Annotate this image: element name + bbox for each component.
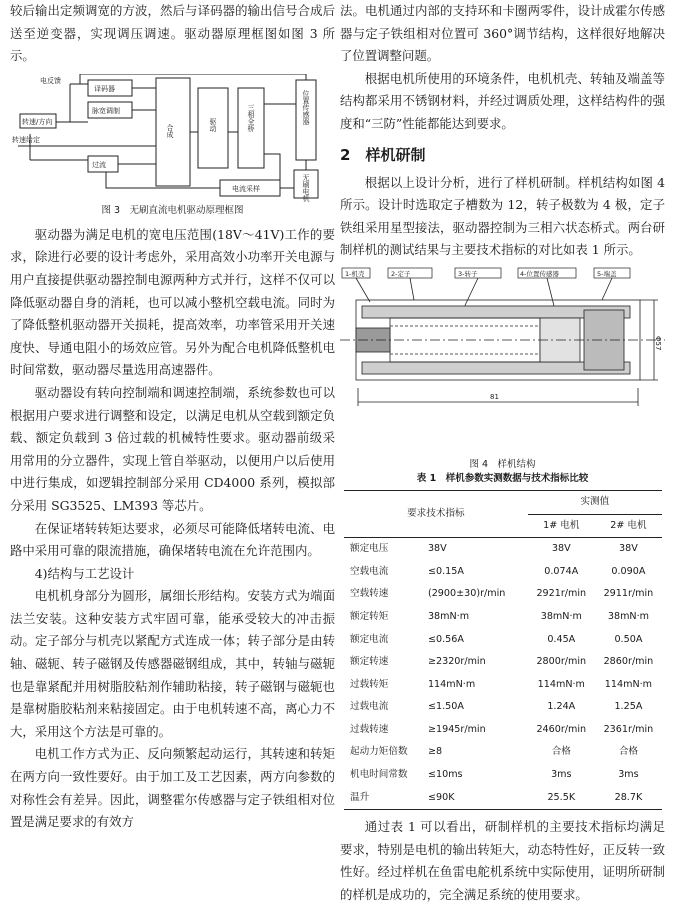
table-row — [344, 741, 662, 764]
paragraph-materials: 根据电机所使用的环境条件，电机机壳、转轴及端盖等结构都采用不锈钢材料，并经过调质处理，这样结构件的强度和“三防”性能都能达到要求。 — [340, 70, 665, 131]
table-row — [344, 787, 662, 810]
table-head-spec: 要求技术指标 — [344, 490, 528, 537]
label-motor: 无刷电机 — [302, 173, 310, 202]
table-cell-m1: 0.074A — [544, 565, 579, 577]
table-cell-spec: 38mN·m — [427, 610, 470, 622]
table-cell-name: 额定转矩 — [350, 610, 389, 622]
table-cell-m1: 0.45A — [547, 633, 576, 645]
table-row — [344, 538, 662, 561]
table-cell-m2: 合格 — [618, 746, 639, 758]
table-cell-m1: 1.24A — [547, 701, 576, 713]
table-cell-spec: ≥2320r/min — [427, 656, 486, 668]
table-cell-name: 温升 — [344, 787, 426, 810]
table-cell-spec: 114mN·m — [427, 678, 476, 690]
figure-4-structure-drawing — [340, 266, 665, 456]
section-title: 样机研制 — [365, 145, 426, 164]
label-driver: 驱动 — [209, 117, 217, 132]
section-number: 2 — [340, 145, 351, 164]
subheading-structure: 4)结构与工艺设计 — [34, 565, 135, 581]
table-cell-spec: ≤90K — [426, 787, 528, 810]
table-body — [344, 538, 662, 810]
section-heading — [340, 142, 665, 168]
table-cell-m1: 38V — [551, 543, 571, 555]
table-cell-m2: 28.7K — [595, 787, 662, 810]
table-cell-name: 额定电压 — [350, 543, 389, 555]
table-head-measured: 实测值 — [528, 490, 662, 514]
table-cell-m1: 合格 — [551, 746, 571, 758]
table-row — [344, 583, 662, 606]
table-cell-m2: 2361r/min — [603, 723, 654, 735]
table-row — [344, 651, 662, 674]
table-cell-spec: (2900±30)r/min — [427, 588, 506, 600]
table-cell-m1: 2921r/min — [536, 588, 587, 600]
figure-4-caption: 图 4 样机结构 — [469, 458, 536, 470]
table-cell-spec: ≥8 — [427, 746, 443, 758]
label-logic: 合成 — [166, 123, 174, 138]
table-cell-name: 过载转速 — [350, 723, 389, 735]
paragraph-driver-control: 驱动器设有转向控制端和调速控制端，系统参数也可以根据用户要求进行调整和设定，以满足电机从空载到额定负载、额定负载到 3 倍过载的机械特性要求。驱动器前级采用常用的分立器件，实现上管自举驱动，以便用户以后使用中进行集成，如逻辑控制部分采用 CD4000 系列，模拟部分采用 SG3525、LM393 等芯片。 — [10, 384, 335, 513]
table-cell-m2: 2911r/min — [603, 588, 654, 600]
paragraph-structure: 电机机身部分为圆形，属细长形结构。安装方式为端面法兰安装。这种安装方式牢固可靠，能承受较大的冲击振动。定子部分与机壳以紧配方式连成一体；转子部分是由转轴、磁轭、转子磁钢及传感器磁钢组成，其中，转轴与磁轭也是靠紧配并用树脂胶粘剂作辅助粘接，转子磁钢与磁轭也是靠树脂胶粘剂来粘接固定。由于电机转速不高，离心力不大，采用这个方法是可靠的。 — [10, 588, 335, 739]
label-speed-in: 转速给定 — [12, 135, 40, 144]
label-stator: 2-定子 — [391, 269, 411, 278]
label-current-sample: 电流采样 — [232, 184, 260, 193]
table-cell-m2: 0.50A — [614, 633, 643, 645]
label-direction: 转速/方向 — [22, 117, 53, 126]
right-column — [340, 0, 665, 907]
figure-3-block-diagram — [10, 74, 335, 202]
paragraph-operation: 电机工作方式为正、反向频繁起动运行，其转速和转矩在两方向一致性要好。由于加工及工艺因素，两方向参数的对称性会有差异。因此，调整霍尔传感器与定子铁组相对位置是满足要求的有效方 — [10, 746, 335, 830]
table-cell-name: 额定转速 — [350, 656, 389, 668]
table-cell-m2: 2860r/min — [603, 656, 654, 668]
table-row — [344, 696, 662, 719]
paragraph-stall: 在保证堵转转矩达要求，必须尽可能降低堵转电流、电路中采用可靠的限流措施，确保堵转电流在允许范围内。 — [10, 520, 335, 559]
label-overcurrent: 过流 — [92, 160, 106, 169]
figure-3-caption: 图 3 无刷直流电机驱动原理框图 — [101, 204, 244, 216]
label-housing: 1-机壳 — [345, 269, 365, 278]
dimension-diameter: Φ57 — [654, 335, 662, 351]
table-cell-spec: ≤0.56A — [427, 633, 464, 645]
paragraph-conclusion: 通过表 1 可以看出，研制样机的主要技术指标均满足要求，特别是电机的输出转矩大，动态特性好，正反转一致性好。经过样机在鱼雷电舵机系统中实际使用，证明所研制的样机是成功的，完全满足系统的使用要求。 — [340, 819, 665, 903]
table-row — [344, 561, 662, 584]
table-cell-name: 过载电流 — [350, 701, 389, 713]
label-feedback: 电反馈 — [40, 76, 61, 85]
table-cell-m2: 1.25A — [614, 701, 643, 713]
label-rotor: 3-转子 — [458, 269, 478, 278]
table-cell-name: 过载转矩 — [350, 678, 389, 690]
table-cell-m1: 38mN·m — [540, 610, 582, 622]
table-cell-spec: ≥1945r/min — [427, 723, 486, 735]
table-head-motor-2: 2# 电机 — [595, 514, 662, 538]
table-cell-spec: ≤0.15A — [427, 565, 464, 577]
table-cell-spec: ≤1.50A — [427, 701, 464, 713]
table-cell-m1: 25.5K — [528, 787, 595, 810]
table-row — [344, 629, 662, 652]
table-cell-m1: 3ms — [551, 769, 572, 781]
table-cell-name: 空载电流 — [350, 565, 389, 577]
table-row — [344, 606, 662, 629]
paragraph-intro: 较后输出定频调宽的方波，然后与译码器的输出信号合成后送至逆变器，实现调压调速。驱动器原理框图如图 3 所示。 — [10, 3, 335, 64]
label-inverter: 三相全桥 — [247, 103, 255, 132]
table-row — [344, 764, 662, 787]
label-position-sensor: 4-位置传感器 — [520, 269, 559, 278]
table-cell-m2: 38mN·m — [607, 610, 649, 622]
table-cell-m1: 2460r/min — [536, 723, 587, 735]
label-sensor: 位置传感器 — [302, 89, 310, 125]
paragraph-prototype: 根据以上设计分析，进行了样机研制。样机结构如图 4 所示。设计时选取定子槽数为 12，转子极数为 4 极，定子铁组采用星型接法，驱动器控制为三相六状态桥式。两台研制样机的测试结果与主要技术指标的对比如表 1 所示。 — [340, 174, 665, 258]
label-end-cap: 5-端盖 — [597, 269, 617, 278]
label-decoder: 译码器 — [94, 84, 115, 93]
dimension-length: 81 — [490, 392, 499, 401]
table-cell-m2: 3ms — [618, 769, 639, 781]
table-cell-name: 机电时间常数 — [350, 769, 408, 781]
table-row — [344, 674, 662, 697]
table-1-title: 表 1 样机参数实测数据与技术指标比较 — [416, 472, 589, 484]
table-cell-m2: 0.090A — [611, 565, 646, 577]
table-cell-spec: 38V — [427, 543, 447, 555]
left-column — [10, 0, 335, 834]
table-cell-name: 额定电流 — [350, 633, 389, 645]
table-row — [344, 719, 662, 742]
table-cell-m2: 38V — [619, 543, 638, 555]
table-1 — [344, 490, 662, 810]
label-pwm: 脉宽调制 — [92, 106, 120, 115]
table-cell-spec: ≤10ms — [427, 769, 463, 781]
table-head-motor-1: 1# 电机 — [528, 514, 595, 538]
table-cell-m1: 114mN·m — [537, 678, 585, 690]
table-cell-name: 起动力矩倍数 — [350, 746, 408, 758]
table-cell-m1: 2800r/min — [536, 656, 587, 668]
paragraph-continued: 法。电机通过内部的支持环和卡圈两零件，设计成霍尔传感器与定子铁组相对位置可 360°调节结构，这样很好地解决了位置调整问题。 — [340, 3, 665, 64]
table-cell-name: 空载转速 — [350, 588, 389, 600]
paragraph-driver-voltage: 驱动器为满足电机的宽电压范围(18V～41V)工作的要求，除进行必要的设计考虑外，采用高效小功率开关电源与用户直接提供驱动器控制电源两种方式并行，这样不仅可以降低驱动器自身的消耗，也可以减小整机空载电流。同时为了降低整机驱动器开关损耗，提高效率，功率管采用开关速度快、导通电阻小的场效应管。另外为配合电机降低整机电时间常数，驱动器尽量选用高速器件。 — [10, 226, 335, 378]
table-cell-m2: 114mN·m — [604, 678, 653, 690]
